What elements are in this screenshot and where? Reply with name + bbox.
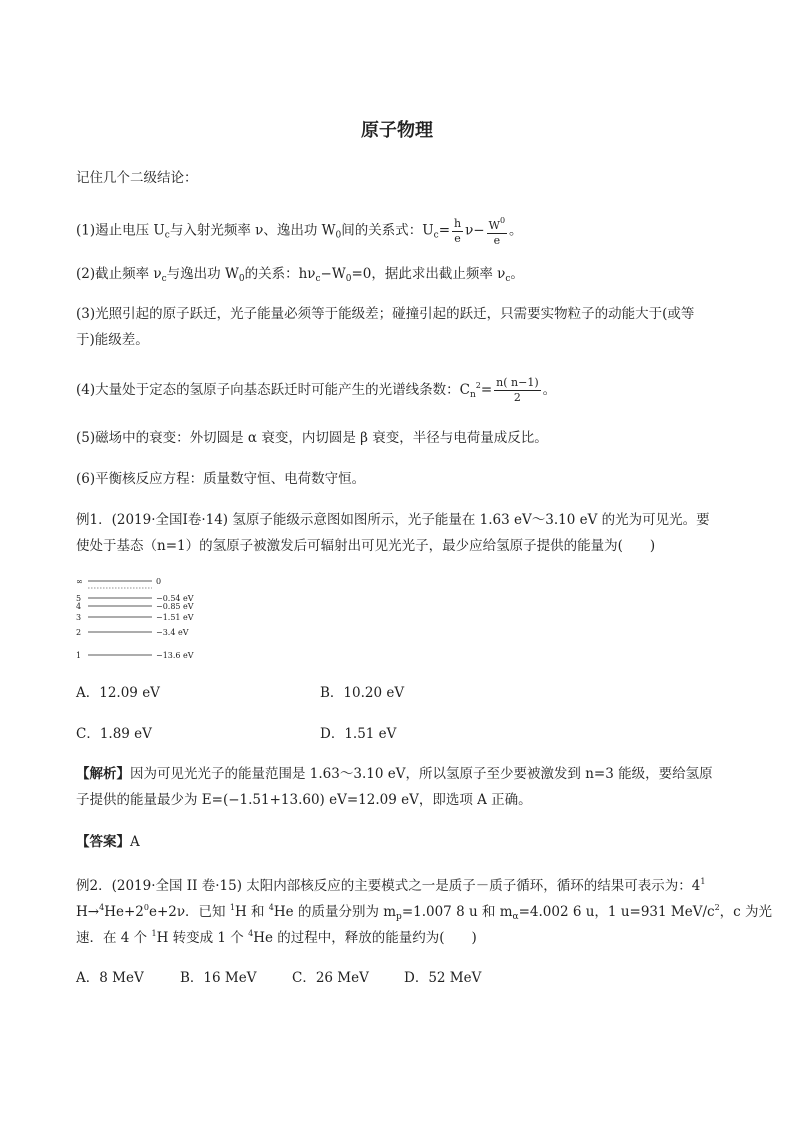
example-1-option-b: B．10.20 eV xyxy=(320,685,405,701)
level-n-label: 3 xyxy=(76,613,82,622)
fraction-w0-over-e: $\frac{W^0}{e}$ xyxy=(488,216,506,247)
conclusion-3-line2: 于)能级差。 xyxy=(76,332,149,348)
conclusion-6: (6)平衡核反应方程：质量数守恒、电荷数守恒。 xyxy=(76,471,366,487)
energy-level-diagram xyxy=(70,572,210,664)
example-2-question-line3: 速．在 4 个 $^1$H 转变成 1 个 $^4$He 的过程中，释放的能量约为( ) xyxy=(76,929,477,946)
level-energy-label: −13.6 eV xyxy=(156,651,194,660)
level-n-label: 2 xyxy=(76,628,82,637)
fraction-h-over-e: $\frac{h}{e}$ xyxy=(454,216,462,245)
example-1-option-c: C．1.89 eV xyxy=(76,726,152,742)
example-1-option-a: A．12.09 eV xyxy=(76,685,160,701)
example-2-option-b: B．16 MeV xyxy=(180,970,257,986)
conclusion-1: (1)遏止电压 $U_c$与入射光频率 ν、逸出功 $W_0$间的关系式：$U_c=$ $\frac{h}{e}$ ν− $\frac{W^0}{e}$ 。 xyxy=(76,216,523,247)
level-energy-label: −0.54 eV xyxy=(156,594,194,603)
level-n-label: 5 xyxy=(76,594,82,603)
conclusion-4: (4)大量处于定态的氢原子向基态跃迁时可能产生的光谱线条数：$C_n^2=$ $\frac{n( n-1)}{2}$ 。 xyxy=(76,376,557,404)
example-1-question-line1: 例1．(2019·全国Ⅰ卷·14) 氢原子能级示意图如图所示，光子能量在 1.63 eV～3.10 eV 的光为可见光。要 xyxy=(76,512,710,528)
level-n-label: 4 xyxy=(76,602,82,611)
example-2-option-d: D．52 MeV xyxy=(404,970,482,986)
example-1-question-line2: 使处于基态（n=1）的氢原子被激发后可辐射出可见光光子，最少应给氢原子提供的能量为( ) xyxy=(76,538,656,554)
level-n-label: ∞ xyxy=(76,577,83,586)
level-energy-label: −0.85 eV xyxy=(156,602,194,611)
fraction-spectral-lines: $\frac{n( n-1)}{2}$ xyxy=(496,376,539,404)
example-2-option-a: A．8 MeV xyxy=(76,970,144,986)
example-1-answer: 【答案】A xyxy=(76,834,140,850)
level-energy-label: 0 xyxy=(156,577,162,586)
level-energy-label: −1.51 eV xyxy=(156,613,194,622)
example-2-question-line2: $H\to^4He+2^0e+2\nu$．已知 $^1$H 和 $^4$He 的质量分别为 $m_p=1.007$ 8 u 和 $m_\alpha=4.002$ 6 u，1 u=931 MeV/$c^2$，c 为光 xyxy=(76,903,773,922)
example-1-option-d: D．1.51 eV xyxy=(320,726,397,742)
level-n-label: 1 xyxy=(76,651,82,660)
level-energy-label: −3.4 eV xyxy=(156,628,189,637)
example-2-option-c: C．26 MeV xyxy=(292,970,369,986)
intro-text: 记住几个二级结论： xyxy=(76,170,198,186)
analysis-label: 【解析】 xyxy=(76,766,130,782)
example-1-analysis-line2: 子提供的能量最少为 E=(−1.51+13.60) eV=12.09 eV，即选项 A 正确。 xyxy=(76,792,532,808)
answer-label: 【答案】 xyxy=(76,834,130,850)
conclusion-5: (5)磁场中的衰变：外切圆是 α 衰变，内切圆是 β 衰变，半径与电荷量成反比。 xyxy=(76,430,548,446)
example-1-analysis-line1: 【解析】因为可见光光子的能量范围是 1.63～3.10 eV，所以氢原子至少要被激发到 n=3 能级，要给氢原 xyxy=(76,766,713,782)
page-title: 原子物理 xyxy=(361,120,433,141)
conclusion-2: (2)截止频率 $\nu_c$与逸出功 $W_0$的关系：$h\nu_c-W_0=0$，据此求出截止频率 $\nu_c$。 xyxy=(76,266,524,284)
conclusion-3-line1: (3)光照引起的原子跃迁，光子能量必须等于能级差；碰撞引起的跃迁，只需要实物粒子的动能大于(或等 xyxy=(76,306,695,322)
example-2-question-line1: 例2．(2019·全国 II 卷·15) 太阳内部核反应的主要模式之一是质子－质子循环，循环的结果可表示为：$4^1$ xyxy=(76,877,706,894)
